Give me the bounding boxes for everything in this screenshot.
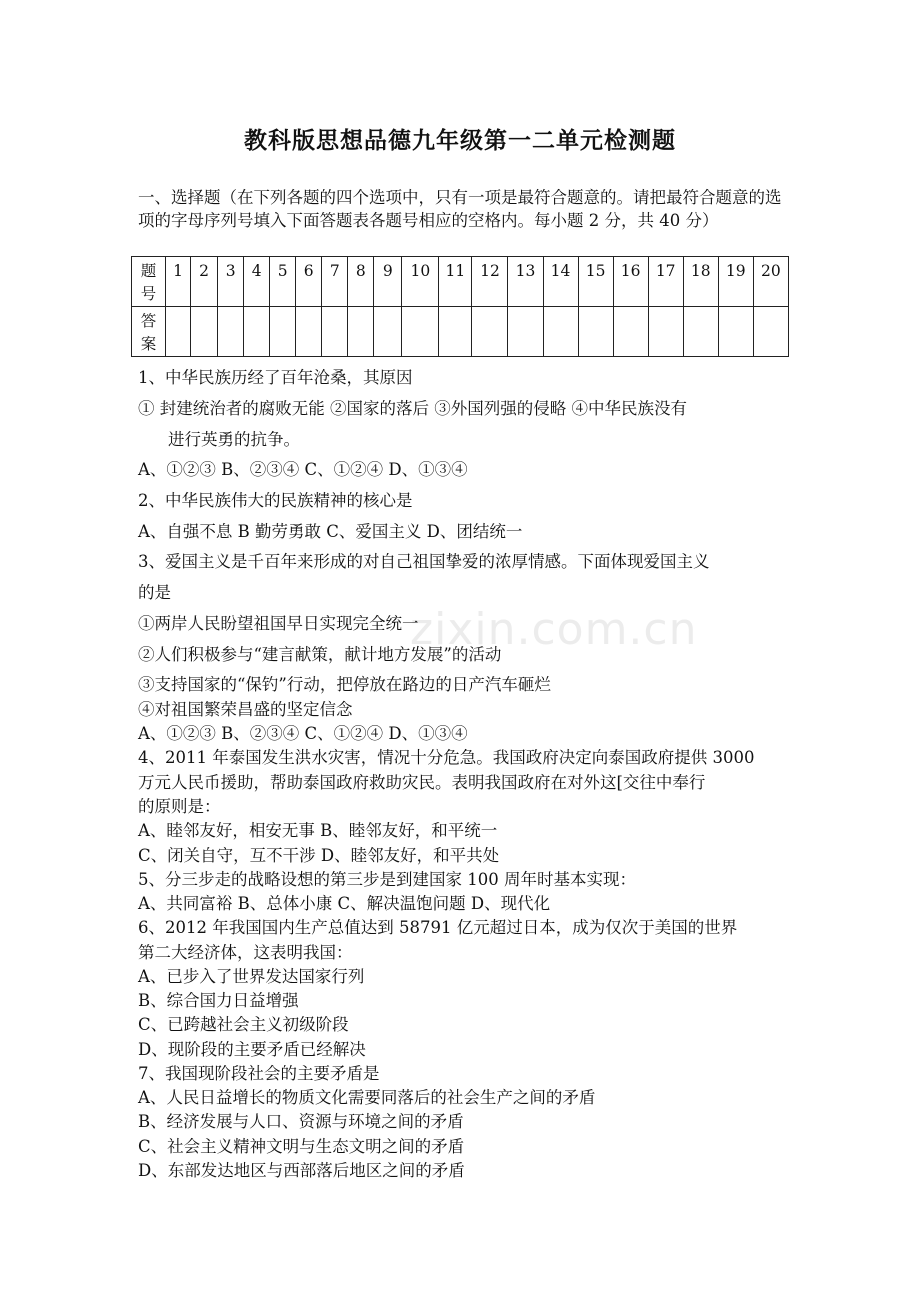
answer-cell[interactable] [348, 307, 374, 357]
question-number: 15 [578, 257, 613, 307]
page-title: 教科版思想品德九年级第一二单元检测题 [244, 127, 676, 154]
choice-line: D、现阶段的主要矛盾已经解决 [138, 1040, 366, 1059]
option-text: 进行英勇的抗争。 [168, 430, 300, 449]
question-number: 16 [613, 257, 648, 307]
answer-cell[interactable] [374, 307, 402, 357]
answer-cell[interactable] [270, 307, 296, 357]
answer-cell[interactable] [578, 307, 613, 357]
choice-line: A、已步入了世界发达国家行列 [138, 967, 365, 986]
choice-line: C、闭关自守，互不干涉 D、睦邻友好，和平共处 [138, 846, 500, 865]
choice-line: A、人民日益增长的物质文化需要同落后的社会生产之间的矛盾 [138, 1088, 596, 1107]
option-text: ②人们积极参与“建言献策，献计地方发展”的活动 [138, 645, 502, 664]
question-number: 14 [543, 257, 578, 307]
question-number: 13 [508, 257, 543, 307]
answer-cell[interactable] [191, 307, 218, 357]
question-number: 3 [218, 257, 244, 307]
question-text: 3、爱国主义是千百年来形成的对自己祖国挚爱的浓厚情感。下面体现爱国主义 [138, 552, 710, 571]
answer-row [132, 307, 789, 357]
question-number: 6 [296, 257, 322, 307]
option-text: ③支持国家的“保钓”行动，把停放在路边的日产汽车砸烂 [138, 675, 551, 694]
answer-cell[interactable] [322, 307, 348, 357]
choice-line: D、东部发达地区与西部落后地区之间的矛盾 [138, 1161, 465, 1180]
choice-line: B、经济发展与人口、资源与环境之间的矛盾 [138, 1112, 464, 1131]
answer-table [131, 256, 789, 357]
question-number-row [132, 257, 789, 307]
answer-cell[interactable] [543, 307, 578, 357]
answer-cell[interactable] [613, 307, 648, 357]
question-text: 5、分三步走的战略设想的第三步是到建国家 100 周年时基本实现： [138, 870, 636, 889]
answer-cell[interactable] [218, 307, 244, 357]
choice-line: A、①②③ B、②③④ C、①②④ D、①③④ [138, 724, 468, 743]
choice-line: C、已跨越社会主义初级阶段 [138, 1015, 349, 1034]
choice-line: C、社会主义精神文明与生态文明之间的矛盾 [138, 1137, 465, 1156]
question-text: 4、2011 年泰国发生洪水灾害，情况十分危急。我国政府决定向泰国政府提供 3000 [138, 748, 755, 767]
question-number: 20 [753, 257, 788, 307]
choice-line: B、综合国力日益增强 [138, 991, 299, 1010]
question-text: 2、中华民族伟大的民族精神的核心是 [138, 491, 413, 510]
choice-line: A、①②③ B、②③④ C、①②④ D、①③④ [138, 460, 468, 479]
question-number: 2 [191, 257, 218, 307]
question-text: 6、2012 年我国国内生产总值达到 58791 亿元超过日本，成为仅次于美国的世界 [138, 918, 738, 937]
question-number: 5 [270, 257, 296, 307]
answer-cell[interactable] [296, 307, 322, 357]
question-number: 11 [439, 257, 472, 307]
question-text: 的原则是： [138, 797, 221, 816]
option-text: ① 封建统治者的腐败无能 ②国家的落后 ③外国列强的侵略 ④中华民族没有 [138, 399, 687, 418]
row-header-answer: 答 案 [132, 307, 166, 357]
choice-line: A、自强不息 B 勤劳勇敢 C、爱国主义 D、团结统一 [138, 522, 523, 541]
question-number: 8 [348, 257, 374, 307]
answer-cell[interactable] [472, 307, 508, 357]
answer-cell[interactable] [439, 307, 472, 357]
question-number: 7 [322, 257, 348, 307]
option-text: ④对祖国繁荣昌盛的坚定信念 [138, 700, 353, 719]
answer-cell[interactable] [648, 307, 683, 357]
question-text: 第二大经济体，这表明我国： [138, 943, 353, 962]
question-number: 4 [244, 257, 270, 307]
question-number: 12 [472, 257, 508, 307]
answer-cell[interactable] [508, 307, 543, 357]
question-number: 10 [402, 257, 439, 307]
option-text: ①两岸人民盼望祖国早日实现完全统一 [138, 614, 419, 633]
question-number: 17 [648, 257, 683, 307]
question-number: 9 [374, 257, 402, 307]
question-text: 7、我国现阶段社会的主要矛盾是 [138, 1064, 380, 1083]
answer-cell[interactable] [753, 307, 788, 357]
question-number: 19 [718, 257, 753, 307]
choice-line: A、共同富裕 B、总体小康 C、解决温饱问题 D、现代化 [138, 894, 551, 913]
question-number: 18 [683, 257, 718, 307]
question-text: 的是 [138, 583, 171, 602]
watermark: zixin.com.cn [410, 604, 698, 655]
answer-cell[interactable] [244, 307, 270, 357]
question-number: 1 [166, 257, 191, 307]
answer-cell[interactable] [683, 307, 718, 357]
row-header-question: 题 号 [132, 257, 166, 307]
question-text: 万元人民币援助，帮助泰国政府救助灾民。表明我国政府在对外这[交往中奉行 [138, 773, 706, 792]
answer-cell[interactable] [718, 307, 753, 357]
answer-cell[interactable] [402, 307, 439, 357]
choice-line: A、睦邻友好，相安无事 B、睦邻友好，和平统一 [138, 821, 498, 840]
answer-cell[interactable] [166, 307, 191, 357]
question-text: 1、中华民族历经了百年沧桑，其原因 [138, 368, 413, 387]
section-intro: 一、选择题（在下列各题的四个选项中，只有一项是最符合题意的。请把最符合题意的选项的字母序列号填入下面答题表各题号相应的空格内。每小题 2 分，共 40 分） [138, 188, 782, 230]
